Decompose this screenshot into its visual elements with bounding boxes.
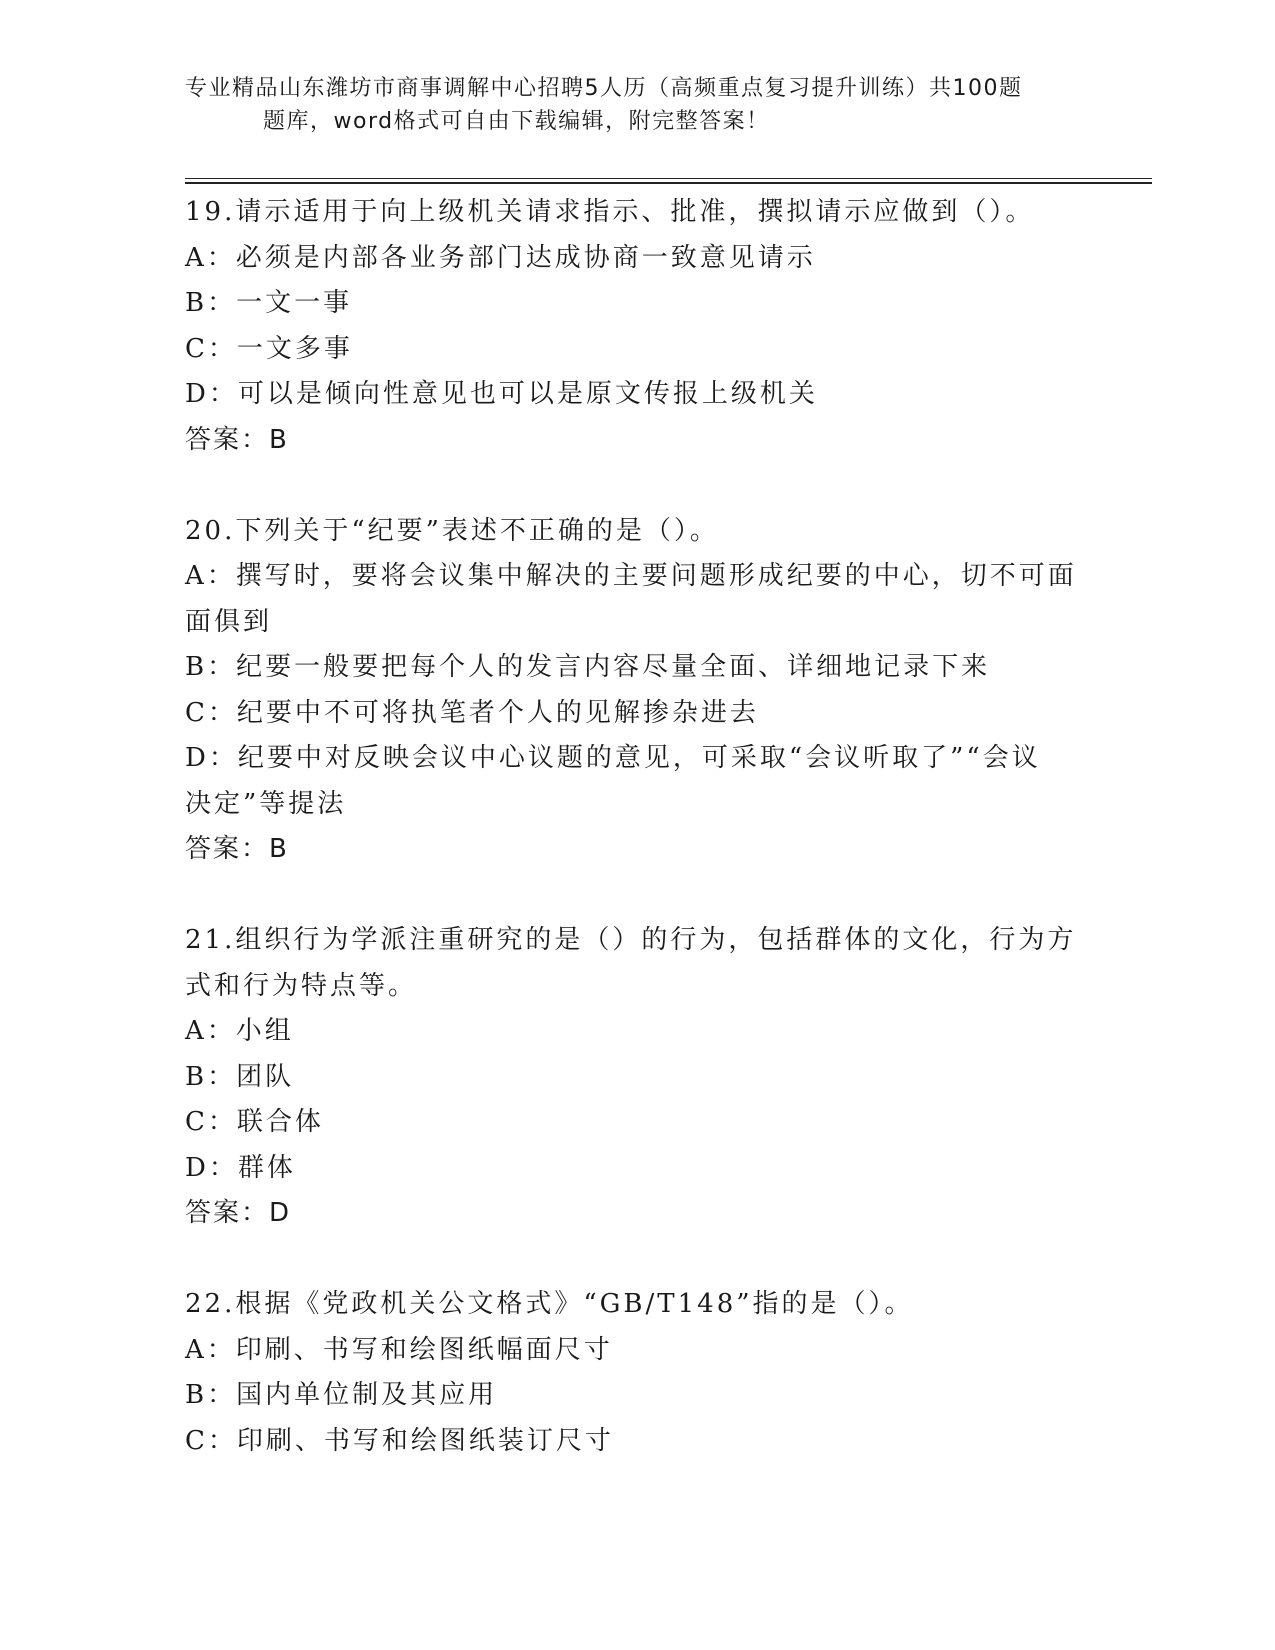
option-b: B：一文一事 bbox=[185, 288, 353, 318]
header-title-line-1: 专业精品山东潍坊市商事调解中心招聘5人历（高频重点复习提升训练）共100题 bbox=[185, 76, 1023, 101]
question-stem: 21.组织行为学派注重研究的是（）的行为，包括群体的文化，行为方 bbox=[185, 925, 1077, 955]
option-b: B：纪要一般要把每个人的发言内容尽量全面、详细地记录下来 bbox=[185, 652, 991, 682]
header-divider-thick bbox=[185, 182, 1152, 184]
option-c: C：一文多事 bbox=[185, 333, 353, 364]
question-spacer bbox=[185, 1237, 1085, 1283]
answer-line: 答案：B bbox=[185, 834, 289, 864]
option-b: B：团队 bbox=[185, 1061, 295, 1092]
question-block bbox=[185, 190, 1085, 463]
header-title-line-2: 题库，word格式可自由下载编辑，附完整答案！ bbox=[263, 109, 770, 134]
option-c: C：联合体 bbox=[185, 1107, 324, 1137]
option-a: A：印刷、书写和绘图纸幅面尺寸 bbox=[185, 1334, 613, 1365]
question-block bbox=[185, 509, 1085, 873]
question-list bbox=[185, 190, 1085, 1464]
answer-line: 答案：D bbox=[185, 1198, 292, 1228]
option-a: A：必须是内部各业务部门达成协商一致意见请示 bbox=[185, 242, 816, 273]
option-a: A：撰写时，要将会议集中解决的主要问题形成纪要的中心，切不可面 bbox=[185, 561, 1077, 591]
header-divider-thin bbox=[185, 178, 1152, 179]
document-header bbox=[185, 72, 1085, 138]
option-b: B：国内单位制及其应用 bbox=[185, 1380, 498, 1410]
question-spacer bbox=[185, 873, 1085, 919]
question-stem: 22.根据《党政机关公文格式》“GB/T148”指的是（）。 bbox=[185, 1289, 914, 1319]
option-a-continued: 面俱到 bbox=[185, 606, 273, 637]
question-stem-continued: 式和行为特点等。 bbox=[185, 970, 418, 1001]
option-d-continued: 决定”等提法 bbox=[185, 788, 347, 819]
question-stem: 20.下列关于“纪要”表述不正确的是（）。 bbox=[185, 515, 719, 546]
question-spacer bbox=[185, 463, 1085, 509]
question-stem: 19.请示适用于向上级机关请求指示、批准，撰拟请示应做到（）。 bbox=[185, 197, 1035, 227]
answer-line: 答案：B bbox=[185, 424, 289, 455]
question-block bbox=[185, 1282, 1085, 1464]
option-d: D：纪要中对反映会议中心议题的意见，可采取“会议听取了”“会议 bbox=[185, 743, 1041, 773]
option-c: C：印刷、书写和绘图纸装订尺寸 bbox=[185, 1425, 614, 1456]
option-c: C：纪要中不可将执笔者个人的见解掺杂进去 bbox=[185, 697, 759, 728]
question-block bbox=[185, 918, 1085, 1237]
option-a: A：小组 bbox=[185, 1016, 294, 1046]
option-d: D：可以是倾向性意见也可以是原文传报上级机关 bbox=[185, 379, 818, 409]
option-d: D：群体 bbox=[185, 1152, 296, 1183]
